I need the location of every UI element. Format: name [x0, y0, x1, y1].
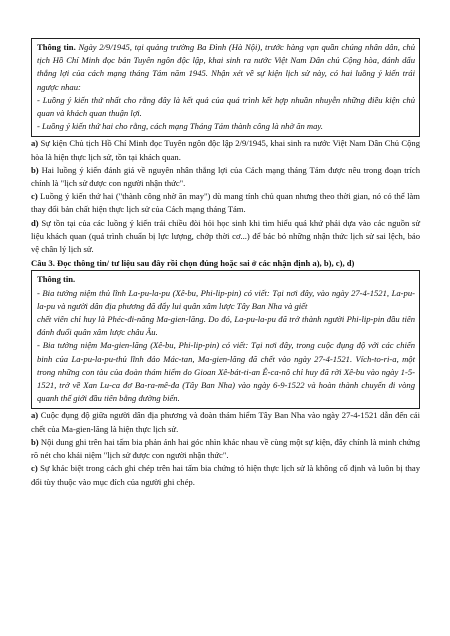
- memorial-lapulapu-cont: chết viên chỉ huy là Phéc-đi-năng Ma-gien-lăng. Do đó, La-pu-la-pu đã trở thành người Phi-lip-pin đầu tiên đánh đuổi quân xâm lược châu Âu.: [37, 314, 415, 338]
- answer-item: a) Cuộc đụng độ giữa người dân địa phương và đoàn thám hiểm Tây Ban Nha vào ngày 27-4-1521 dẫn đến cái chết của Ma-gien-lăng là hiện thực lịch sử.: [31, 410, 420, 434]
- memorial-lapulapu: - Bia tưởng niệm thủ lĩnh La-pu-la-pu (Xê-bu, Phi-lip-pin) có viết: Tại nơi đây, vào ngày 27-4-1521, La-pu-la-pu và người dân địa phương đã đẩy lui quân xâm lược Tây Ban Nha và giết: [37, 287, 415, 311]
- answers-list-2: [31, 409, 420, 488]
- opinion-2: - Luồng ý kiến thứ hai cho rằng, cách mạng Tháng Tám thành công là nhờ ăn may.: [37, 121, 323, 132]
- info-box-1: [31, 38, 420, 137]
- info-box-2: [31, 270, 420, 409]
- opinion-1: - Luồng ý kiến thứ nhất cho rằng đây là kết quả của quá trình kết hợp nhuần nhuyễn những điều kiện chủ quan và khách quan thuận lợi.: [37, 94, 415, 119]
- answer-item: b) Nội dung ghi trên hai tấm bia phản ánh hai góc nhìn khác nhau về cùng một sự kiện, đây chính là minh chứng rõ nét cho khái niệm "lịch sử được con người nhận thức".: [31, 436, 420, 461]
- info-label: Thông tin.: [37, 42, 76, 52]
- document-page: [31, 38, 420, 489]
- info-heading: Thông tin.: [37, 274, 76, 285]
- answer-item: c) Sự khác biệt trong cách ghi chép trên hai tấm bia chứng tỏ hiện thực lịch sử là không cố định và luôn bị thay đổi tùy thuộc vào mục đích của người ghi chép.: [31, 463, 420, 487]
- question-3: Câu 3. Đọc thông tin/ tư liệu sau đây rồi chọn đúng hoặc sai ở các nhận định a), b), c), d): [31, 258, 355, 269]
- answer-item: b) Hai luồng ý kiến đánh giá về nguyên nhân thắng lợi của Cách mạng tháng Tám được nêu trong đoạn trích chính là "lịch sử được con người nhận thức".: [31, 164, 420, 189]
- answers-list-1: [31, 137, 420, 256]
- answer-item: d) Sự tồn tại của các luồng ý kiến trái chiều đòi hỏi học sinh khi tìm hiểu quá khứ phải dựa vào các nguồn sử liệu khách quan (quá trình chuẩn bị lực lượng, chớp thời cơ...) để bác bỏ những nhận thức lịch sử sai lệch, bảo vệ chân lý lịch sử.: [31, 217, 420, 255]
- answer-item: c) Luồng ý kiến thứ hai ("thành công nhờ ăn may") dù mang tính chủ quan nhưng theo thời gian, nó có thể làm thay đổi bản chất hiện thực lịch sử của Cách mạng tháng Tám.: [31, 191, 420, 215]
- memorial-magellan: - Bia tưởng niệm Ma-gien-lăng (Xê-bu, Phi-lip-pin) có viết: Tại nơi đây, trong cuộc đụng độ với các chiến binh của La-pu-la-pu-thủ lĩnh đảo Mác-tan, Ma-gien-lăng đã chết vào ngày 27-4-1521. Vích-to-ri-a, một trong những con tàu của đoàn thám hiểm do Gioan Xê-bát-ti-an Ê-ca-nô chỉ huy đã rời Xê-bu vào ngày 1-5-1521, trở về Xan Lu-ca đơ Ba-ra-mê-đa (Tây Ban Nha) vào ngày 6-9-1522 và hoàn thành chuyến đi vòng quanh thế giới đầu tiên bằng đường biển.: [37, 340, 415, 404]
- info-paragraph: [37, 41, 415, 94]
- info-text: Ngày 2/9/1945, tại quảng trường Ba Đình (Hà Nội), trước hàng vạn quần chúng nhân dân, chủ tịch Hồ Chí Minh đọc bản Tuyên ngôn độc lập, khai sinh ra nước Việt Nam Dân chủ Cộng hòa, đánh dấu thắng lợi của cách mạng tháng Tám năm 1945. Nhận xét về sự kiện lịch sử này, có hai luồng ý kiến trái ngược nhau:: [37, 42, 416, 92]
- answer-item: a) Sự kiện Chủ tịch Hồ Chí Minh đọc Tuyên ngôn độc lập 2/9/1945, khai sinh ra nước Việt Nam Dân Chủ Cộng hòa là hiện thực lịch sử, tồn tại khách quan.: [31, 138, 421, 162]
